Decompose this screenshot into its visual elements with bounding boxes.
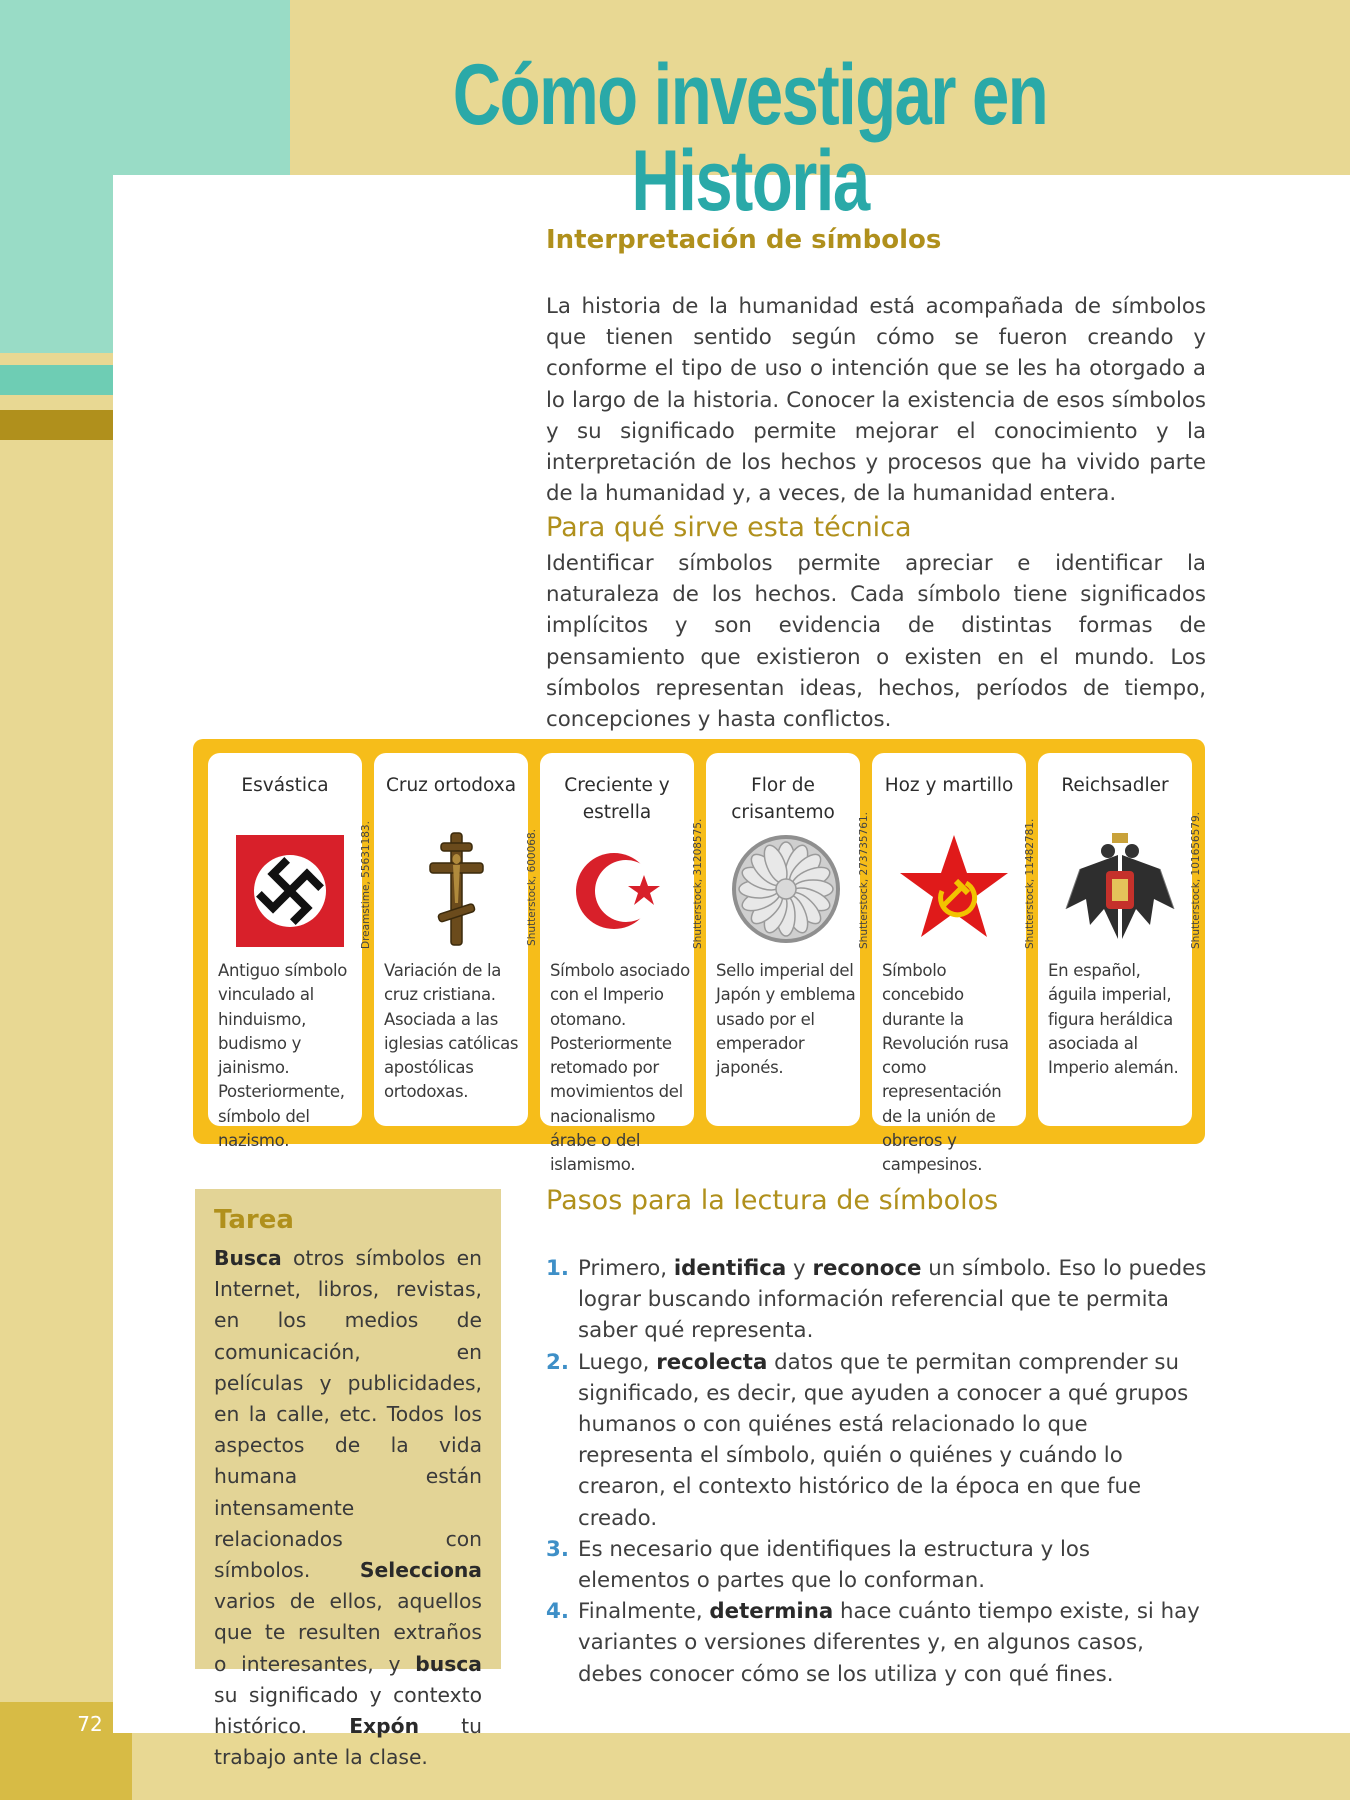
paragraph-tecnica: Identificar símbolos permite apreciar e identificar la naturaleza de los hechos. Cada símbolo tiene significados implícitos y son evidencia de distintas formas de pensamiento que existieron o existen en el mundo. Los símbolos representan ideas, hechos, períodos de tiempo, concepciones y hasta conflictos. [546,551,1206,733]
symbol-card-cruz-ortodoxa [374,753,538,1126]
crescent-star-icon [562,829,682,949]
symbol-card-hoz-martillo [872,753,1036,1175]
image-credit: Shutterstock, 11482781. [1024,818,1036,949]
heading-pasos: Pasos para la lectura de símbolos [546,1185,999,1216]
tarea-title: Tarea [214,1205,294,1235]
hammer-sickle-star-icon [894,829,1014,949]
symbol-title: Reichsadler [1061,775,1169,796]
margin-teal-block [0,175,113,353]
symbols-panel [193,739,1205,1175]
image-credit: Dreamstime, 55631183. [360,821,372,949]
image-credit: Shutterstock, 600068. [526,829,538,946]
page-title: Cómo investigar en Historia [452,47,1048,229]
image-credit: Shutterstock, 31208575. [692,818,704,949]
symbol-title: Cruz ortodoxa [385,775,517,796]
list-item: 1. Primero, identifica y reconoce un símbolo. Eso lo puedes lograr buscando información referencial que te permita saber qué representa. [546,1256,1207,1344]
symbol-card-reichsadler [1038,753,1202,1126]
header-teal-block [0,0,290,175]
list-item: 3. Es necesario que identifiques la estructura y los elementos o partes que lo conforman. [546,1536,1091,1594]
chrysanthemum-seal-icon [728,829,848,949]
keyword: Busca [214,1246,282,1270]
symbol-card-crisantemo [706,753,870,1126]
symbol-title: Hoz y martillo [884,775,1014,796]
steps-list [546,1253,1208,1690]
symbol-card-esvastica [208,753,372,1151]
list-item: 2. Luego, recolecta datos que te permitan comprender su significado, es decir, que ayuden a conocer a qué grupos humanos o con quiénes está relacionado lo que representa el símbolo, quién o quiénes y cuándo lo crearon, el contexto histórico de la época en que fue creado. [546,1349,1189,1531]
keyword: Expón [349,1714,420,1739]
symbol-title: Esvástica [241,775,329,796]
symbol-description: Símbolo concebido durante la Revolución rusa como representación de la unión de obreros y campesinos. [882,961,1009,1175]
symbol-description: Variación de la cruz cristiana. Asociada a las iglesias católicas apostólicas ortodoxas. [384,961,519,1102]
symbol-description: Antiguo símbolo vinculado al hinduismo, budismo y jainismo. Posteriormente, símbolo del nazismo. [218,961,348,1151]
swastika-flag-icon [230,829,350,949]
paragraph-interpretacion: La historia de la humanidad está acompañada de símbolos que tienen sentido según cómo se fueron creando y conforme el tipo de uso o intención que se les ha otorgado a lo largo de la historia. Conocer la existencia de esos símbolos y su significado permite mejorar el conocimiento y la interpretación de los hechos y procesos que ha vivido parte de la humanidad y, a veces, de la humanidad entera. [546,294,1206,507]
imperial-eagle-icon [1060,829,1180,949]
tarea-box [195,1189,501,1770]
symbol-description: En español, águila imperial, figura heráldica asociada al Imperio alemán. [1048,961,1179,1078]
heading-interpretacion: Interpretación de símbolos [546,225,942,255]
symbol-title: Flor de crisantemo [731,775,835,823]
symbol-description: Símbolo asociado con el Imperio otomano. Posteriormente retomado por movimientos del nacionalismo árabe o del islamismo. [550,961,690,1175]
symbol-card-creciente [540,753,704,1175]
keyword: busca [415,1651,482,1676]
keyword: Selecciona [359,1558,482,1583]
margin-teal-stripe [0,365,113,395]
orthodox-cross-icon [396,829,516,949]
page-number: 72 [77,1712,103,1736]
image-credit: Shutterstock, 27373576​1. [858,812,870,949]
heading-tecnica: Para qué sirve esta técnica [546,512,912,543]
margin-gold-stripe [0,410,113,440]
tarea-text: Busca otros símbolos en Internet, libros, revistas, en los medios de comunicación, en películas y publicidades, en la calle, etc. Todos los aspectos de la vida humana están intensamente relacionados con símbolos. Selecciona varios de ellos, aquellos que te resulten extraños o interesantes, y busca su significado y contexto histórico. Expón tu trabajo ante la clase. [214,1246,482,1770]
image-credit: Shutterstock, 101656579. [1190,812,1202,949]
symbol-title: Creciente y estrella [564,775,670,823]
symbol-description: Sello imperial del Japón y emblema usado por el emperador japonés. [716,961,856,1078]
list-item: 4. Finalmente, determina hace cuánto tiempo existe, si hay variantes o versiones diferentes y, en algunos casos, debes conocer cómo se los utiliza y con qué fines. [546,1599,1200,1687]
